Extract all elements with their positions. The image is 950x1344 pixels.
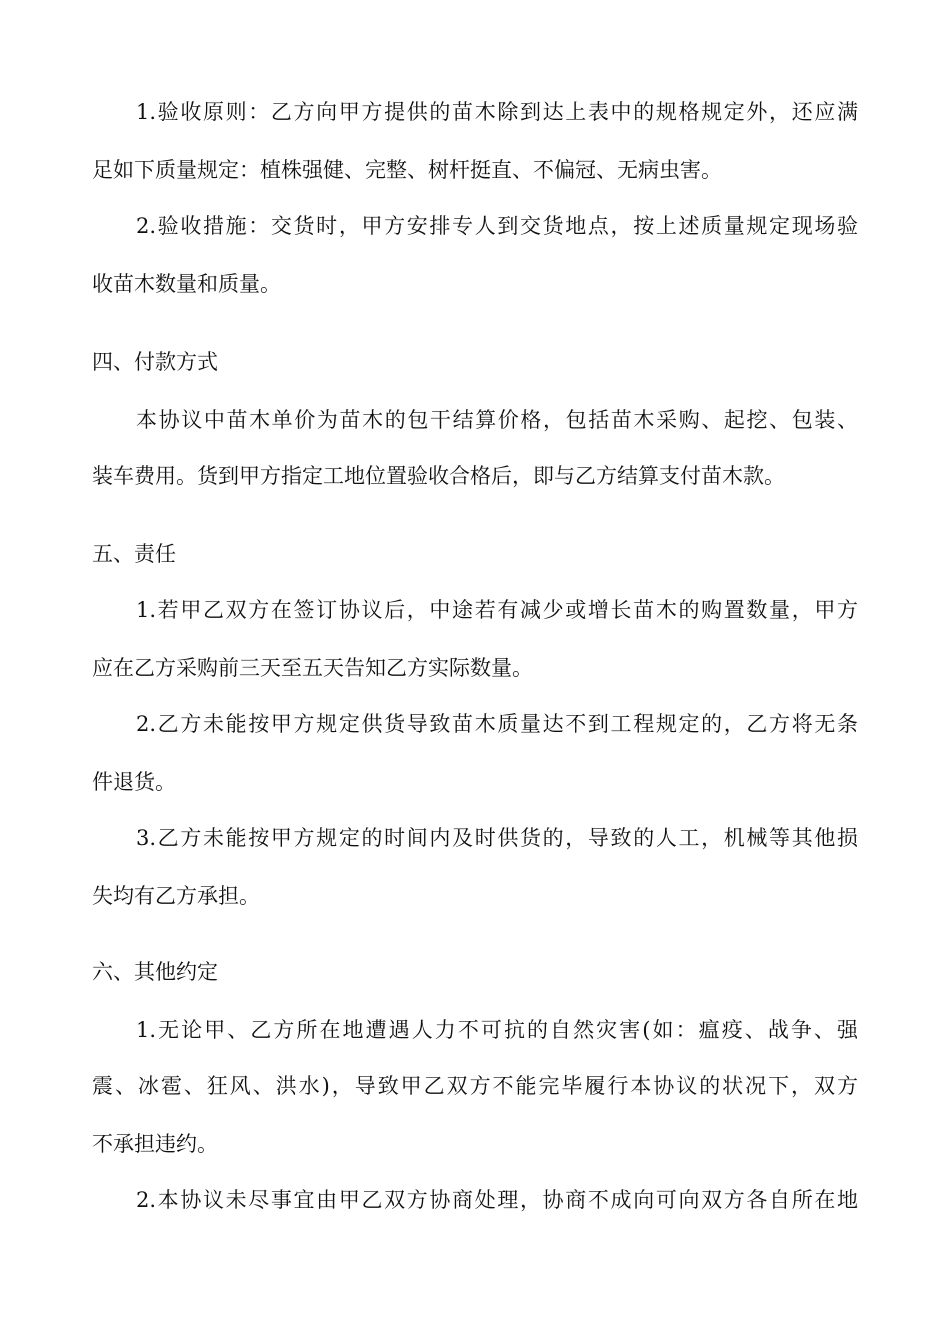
acceptance-item2-line1: 2.验收措施：交货时，甲方安排专人到交货地点，按上述质量规定现场验 [136,214,858,238]
other-item2-line1: 2.本协议未尽事宜由甲乙双方协商处理，协商不成向可向双方各自所在地 [136,1188,858,1212]
liability-item3-line2: 失均有乙方承担。 [92,884,260,908]
acceptance-item2-line2: 收苗木数量和质量。 [92,272,281,296]
other-item1-line2: 震、冰雹、狂风、洪水)，导致甲乙双方不能完毕履行本协议的状况下，双方 [92,1074,858,1098]
liability-item2-line2: 件退货。 [92,770,176,794]
liability-item1-line2: 应在乙方采购前三天至五天告知乙方实际数量。 [92,656,533,680]
payment-heading: 四、付款方式 [92,350,218,374]
liability-item1-line1: 1.若甲乙双方在签订协议后，中途若有减少或增长苗木的购置数量，甲方 [136,598,858,622]
liability-heading: 五、责任 [92,542,176,566]
liability-item3-line1: 3.乙方未能按甲方规定的时间内及时供货的，导致的人工，机械等其他损 [136,826,858,850]
payment-para-line2: 装车费用。货到甲方指定工地位置验收合格后，即与乙方结算支付苗木款。 [92,464,785,488]
other-heading: 六、其他约定 [92,960,218,984]
acceptance-item1-line1: 1.验收原则：乙方向甲方提供的苗木除到达上表中的规格规定外，还应满 [136,100,858,124]
other-item1-line1: 1.无论甲、乙方所在地遭遇人力不可抗的自然灾害(如：瘟疫、战争、强 [136,1018,858,1042]
other-item1-line3: 不承担违约。 [92,1132,218,1156]
liability-item2-line1: 2.乙方未能按甲方规定供货导致苗木质量达不到工程规定的，乙方将无条 [136,712,858,736]
acceptance-item1-line2: 足如下质量规定：植株强健、完整、树杆挺直、不偏冠、无病虫害。 [92,158,722,182]
payment-para-line1: 本协议中苗木单价为苗木的包干结算价格，包括苗木采购、起挖、包装、 [136,408,858,432]
